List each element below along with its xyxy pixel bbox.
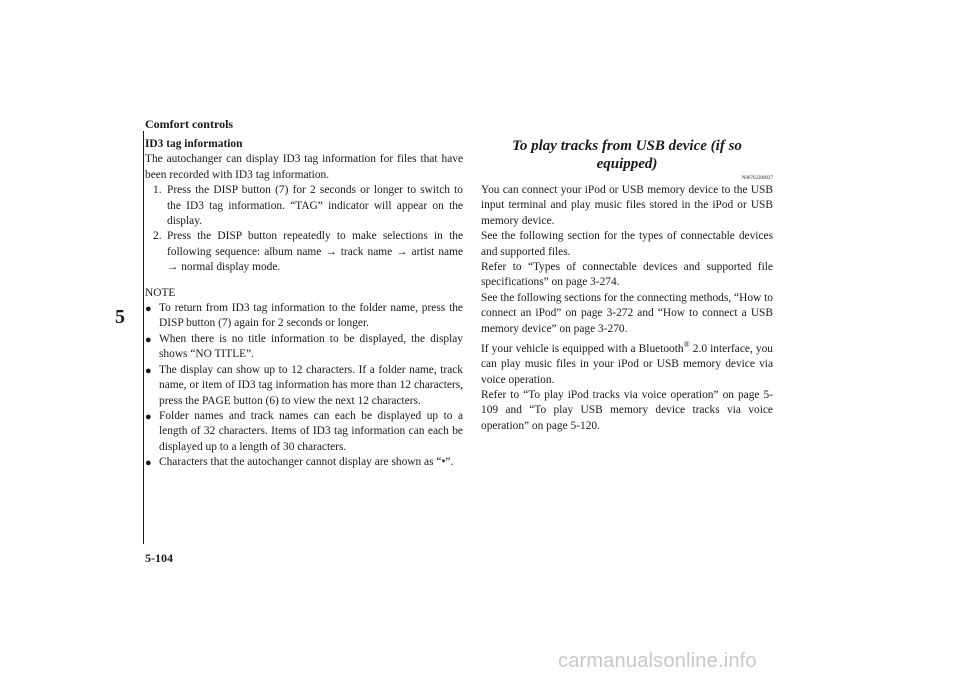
voice-operation-reference: Refer to “To play iPod tracks via voice operation” on page 5-109 and “To play USB memory device tracks via voice operation” on page 5-120.: [481, 389, 773, 432]
note-item: [145, 455, 463, 471]
registered-mark: ®: [683, 340, 690, 350]
left-column: [145, 137, 463, 472]
usb-paragraph: You can connect your iPod or USB memory device to the USB input terminal and play music files stored in the iPod or USB memory device.: [481, 184, 773, 227]
page-number: 5-104: [145, 551, 173, 565]
chapter-divider-rule: [143, 131, 144, 544]
bullet-dot-icon: ●: [145, 410, 152, 423]
right-column: [481, 137, 773, 434]
bluetooth-paragraph: [481, 337, 773, 388]
bullet-dot-icon: ●: [145, 364, 152, 377]
bullet-dot-icon: ●: [145, 303, 152, 316]
usb-paragraph: See the following section for the types of connectable devices and supported files.: [481, 230, 773, 258]
id3-intro: The autochanger can display ID3 tag information for files that have been recorded with ID3 tag information.: [145, 153, 463, 181]
bullet-dot-icon: ●: [145, 333, 152, 346]
page-header-section: Comfort controls: [145, 117, 234, 131]
chapter-tab: 5: [115, 306, 125, 328]
usb-paragraph: Refer to “Types of connectable devices and supported file specifications” on page 3-274.: [481, 261, 773, 289]
usb-section-heading: To play tracks from USB device (if so equipped): [512, 138, 742, 172]
step-text: Press the DISP button repeatedly to make selections in the following sequence: album name → track name → artist name → normal display mode.: [167, 230, 463, 274]
step-text: Press the DISP button (7) for 2 seconds or longer to switch to the ID3 tag information. “TAG” indicator will appear on the display.: [167, 184, 463, 228]
note-text: Folder names and track names can each be displayed up to a length of 32 characters. Items of ID3 tag information can each be displayed up to a length of 30 characters.: [159, 409, 463, 453]
bullet-dot-icon: ●: [145, 457, 152, 470]
step-item: [153, 229, 463, 275]
note-text: The display can show up to 12 characters. If a folder name, track name, or item of ID3 tag information has more than 12 characters, press the PAGE button (6) to view the next 12 characters.: [159, 363, 463, 407]
step-item: [153, 183, 463, 229]
step-number: 1.: [153, 184, 162, 197]
note-item: [145, 363, 463, 409]
note-text: Characters that the autochanger cannot display are shown as “•”.: [159, 456, 454, 469]
note-item: [145, 301, 463, 332]
usb-paragraph: See the following sections for the connecting methods, “How to connect an iPod” on page 3-272 and “How to connect a USB memory device” on page 3-270.: [481, 291, 773, 335]
bluetooth-text-start: If your vehicle is equipped with a Bluetooth: [481, 342, 684, 355]
step-number: 2.: [153, 230, 162, 243]
note-item: [145, 409, 463, 455]
id3-section-title: ID3 tag information: [145, 138, 243, 150]
note-text: To return from ID3 tag information to the folder name, press the DISP button (7) again for 2 seconds or longer.: [159, 302, 463, 330]
bluetooth-text-end: 2.0 interface, you can play music files in your iPod or USB memory device via voice operation.: [481, 342, 773, 386]
reference-code: N00762200027: [741, 176, 773, 181]
note-item: [145, 332, 463, 363]
watermark-text: carmanualsonline.info: [558, 650, 757, 672]
note-label: NOTE: [145, 286, 176, 299]
note-text: When there is no title information to be displayed, the display shows “NO TITLE”.: [159, 332, 463, 361]
